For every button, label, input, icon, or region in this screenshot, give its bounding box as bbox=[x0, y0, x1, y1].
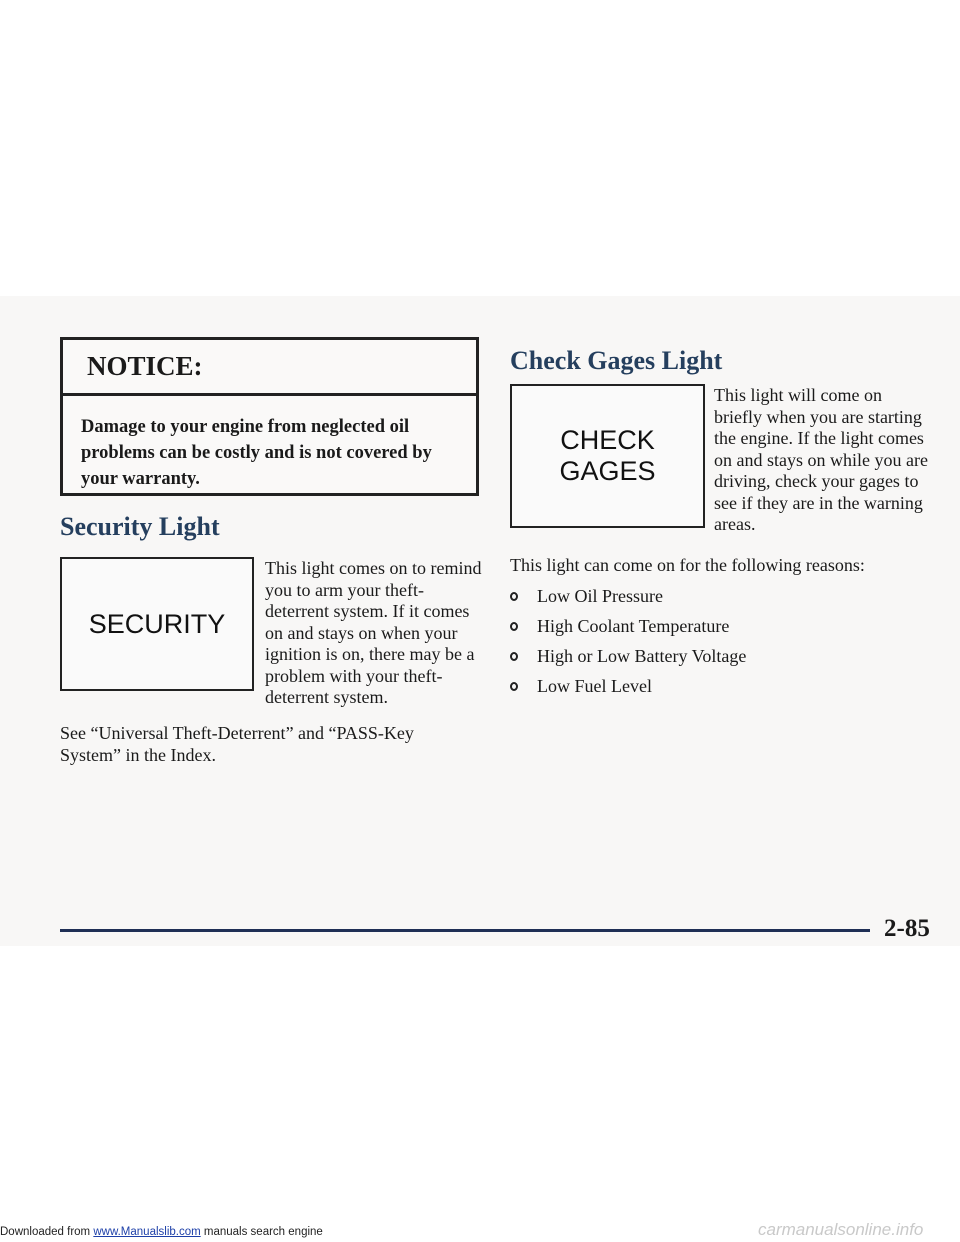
list-item: Low Oil Pressure bbox=[510, 586, 746, 616]
reasons-intro: This light can come on for the following reasons: bbox=[510, 555, 865, 575]
manualslib-link[interactable]: www.Manualslib.com bbox=[93, 1226, 201, 1238]
security-heading: Security Light bbox=[60, 512, 220, 541]
notice-body: Damage to your engine from neglected oil problems can be costly and is not covered by your warranty. bbox=[81, 417, 432, 489]
check-gages-heading: Check Gages Light bbox=[510, 346, 723, 375]
bullet-icon bbox=[510, 622, 518, 631]
check-gages-lamp-line1: CHECK bbox=[560, 425, 655, 455]
list-item: Low Fuel Level bbox=[510, 676, 746, 706]
notice-header bbox=[63, 340, 476, 396]
security-lamp bbox=[60, 557, 254, 691]
bullet-icon bbox=[510, 592, 518, 601]
notice-box bbox=[60, 337, 479, 496]
list-item: High or Low Battery Voltage bbox=[510, 646, 746, 676]
footer-rule bbox=[60, 929, 870, 932]
security-see-also: See “Universal Theft-Deterrent” and “PASS-Key System” in the Index. bbox=[60, 723, 414, 765]
reasons-list bbox=[510, 586, 746, 706]
notice-title: NOTICE: bbox=[87, 351, 203, 381]
security-lamp-label: SECURITY bbox=[88, 608, 226, 639]
security-description: This light comes on to remind you to arm your theft-deterrent system. If it comes on and stays on when your ignition is on, there may be a problem with your theft-deterrent system. bbox=[265, 558, 482, 707]
page-number: 2-85 bbox=[884, 915, 930, 942]
check-gages-lamp bbox=[510, 384, 705, 528]
download-footer: Downloaded from www.Manualslib.com manuals search engine bbox=[0, 1226, 323, 1238]
bullet-icon bbox=[510, 682, 518, 691]
list-item: High Coolant Temperature bbox=[510, 616, 746, 646]
check-gages-lamp-line2: GAGES bbox=[559, 456, 656, 486]
check-gages-description: This light will come on briefly when you are starting the engine. If the light comes on and stays on while you are driving, check your gages to see if they are in the warning areas. bbox=[714, 385, 928, 534]
bullet-icon bbox=[510, 652, 518, 661]
watermark: carmanualsonline.info bbox=[758, 1220, 924, 1239]
